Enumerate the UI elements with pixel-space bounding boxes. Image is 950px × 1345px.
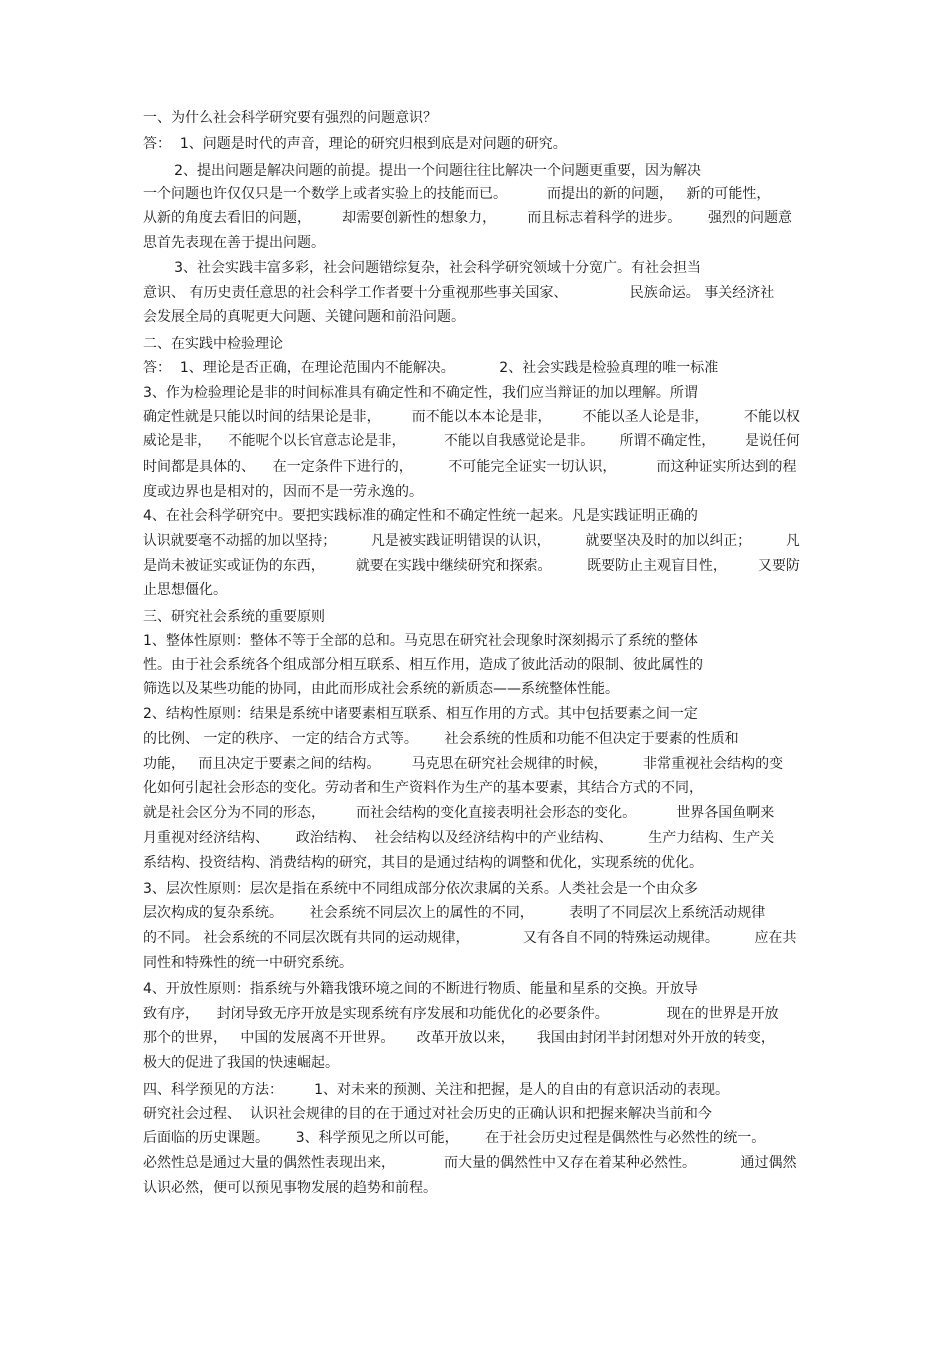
text-line: 同性和特殊性的统一中研究系统。 xyxy=(143,955,353,971)
text-line: 三、研究社会系统的重要原则 xyxy=(143,609,325,625)
text-line: 一个问题也许仅仅只是一个数学上或者实验上的技能而已。 而提出的新的问题， 新的可能性， xyxy=(143,186,771,202)
text-line: 3、社会实践丰富多彩，社会问题错综复杂，社会科学研究领域十分宽广。有社会担当 xyxy=(143,260,702,276)
text-line: 就是社会区分为不同的形态， 而社会结构的变化直接表明社会形态的变化。 世界各国鱼啊来 xyxy=(143,805,775,821)
text-line: 思首先表现在善于提出问题。 xyxy=(143,235,325,251)
text-line: 止思想僵化。 xyxy=(143,582,227,598)
text-line: 的不同。 社会系统的不同层次既有共同的运动规律， 又有各自不同的特殊运动规律。 应在共 xyxy=(143,930,797,946)
text-line: 系结构、投资结构、消费结构的研究，其目的是通过结构的调整和优化，实现系统的优化。 xyxy=(143,855,703,871)
text-line: 致有序， 封闭导致无序开放是实现系统有序发展和功能优化的必要条件。 现在的世界是开放 xyxy=(143,1006,779,1022)
text-line: 认识就要毫不动摇的加以坚持； 凡是被实践证明错误的认识， 就要坚决及时的加以纠正； 凡 xyxy=(143,533,800,549)
text-line: 功能， 而且决定于要素之间的结构。 马克思在研究社会规律的时候， 非常重视社会结构的变 xyxy=(143,756,784,772)
text-line: 认识必然，便可以预见事物发展的趋势和前程。 xyxy=(143,1180,437,1196)
text-line: 会发展全局的真呢更大问题、关键问题和前沿问题。 xyxy=(143,309,465,325)
text-line: 月重视对经济结构、 政治结构、 社会结构以及经济结构中的产业结构、 生产力结构、生产关 xyxy=(143,830,775,846)
text-line: 从新的角度去看旧的问题， 却需要创新性的想象力， 而且标志着科学的进步。 强烈的问题意 xyxy=(143,210,793,226)
text-line: 四、科学预见的方法： 1、对未来的预测、关注和把握，是人的自由的有意识活动的表现。 xyxy=(143,1082,730,1098)
text-line: 确定性就是只能以时间的结果论是非， 而不能以本本论是非， 不能以圣人论是非， 不能以权 xyxy=(143,409,800,425)
text-line: 研究社会过程、 认识社会规律的目的在于通过对社会历史的正确认识和把握来解决当前和今 xyxy=(143,1106,712,1122)
text-line: 层次构成的复杂系统。 社会系统不同层次上的属性的不同， 表明了不同层次上系统活动规律 xyxy=(143,905,766,921)
text-line: 化如何引起社会形态的变化。劳动者和生产资料作为生产的基本要素，其结合方式的不同， xyxy=(143,780,703,796)
text-line: 筛选以及某些功能的协同，由此而形成社会系统的新质态——系统整体性能。 xyxy=(143,681,619,697)
text-line: 那个的世界， 中国的发展离不开世界。 改革开放以来， 我国由封闭半封闭想对外开放的转变， xyxy=(143,1030,775,1046)
text-line: 性。由于社会系统各个组成部分相互联系、相互作用，造成了彼此活动的限制、彼此属性的 xyxy=(143,657,703,673)
text-line: 意识、 有历史责任意思的社会科学工作者要十分重视那些事关国家、 民族命运。 事关经济社 xyxy=(143,285,775,301)
text-line: 2、提出问题是解决问题的前提。提出一个问题往往比解决一个问题更重要，因为解决 xyxy=(143,163,702,179)
text-line: 威论是非， 不能呢个以长官意志论是非， 不能以自我感觉论是非。 所谓不确定性， 是说任何 xyxy=(143,433,800,449)
text-line: 3、作为检验理论是非的时间标准具有确定性和不确定性，我们应当辩证的加以理解。所谓 xyxy=(143,385,698,401)
text-line: 1、整体性原则：整体不等于全部的总和。马克思在研究社会现象时深刻揭示了系统的整体 xyxy=(143,633,698,649)
text-line: 的比例、 一定的秩序、 一定的结合方式等。 社会系统的性质和功能不但决定于要素的性质和 xyxy=(143,731,739,747)
text-line: 必然性总是通过大量的偶然性表现出来， 而大量的偶然性中又存在着某种必然性。 通过偶然 xyxy=(143,1155,797,1171)
text-line: 答： 1、理论是否正确，在理论范围内不能解决。 2、社会实践是检验真理的唯一标准 xyxy=(143,360,719,376)
text-line: 4、在社会科学研究中。要把实践标准的确定性和不确定性统一起来。凡是实践证明正确的 xyxy=(143,508,698,524)
text-line: 2、结构性原则：结果是系统中诸要素相互联系、相互作用的方式。其中包括要素之间一定 xyxy=(143,706,698,722)
text-line: 极大的促进了我国的快速崛起。 xyxy=(143,1055,339,1071)
text-line: 后面临的历史课题。 3、科学预见之所以可能， 在于社会历史过程是偶然性与必然性的统一。 xyxy=(143,1130,766,1146)
text-line: 二、在实践中检验理论 xyxy=(143,336,283,352)
text-line: 4、开放性原则：指系统与外籍我饿环境之间的不断进行物质、能量和星系的交换。开放导 xyxy=(143,981,698,997)
text-line: 度或边界也是相对的，因而不是一劳永逸的。 xyxy=(143,484,423,500)
text-line: 3、层次性原则：层次是指在系统中不同组成部分依次隶属的关系。人类社会是一个由众多 xyxy=(143,881,698,897)
text-line: 是尚未被证实或证伪的东西， 就要在实践中继续研究和探索。 既要防止主观盲目性， 又要防 xyxy=(143,558,800,574)
text-line: 时间都是具体的、 在一定条件下进行的， 不可能完全证实一切认识， 而这种证实所达到的程 xyxy=(143,459,797,475)
text-line: 一、为什么社会科学研究要有强烈的问题意识？ xyxy=(143,110,437,126)
text-line: 答： 1、问题是时代的声音，理论的研究归根到底是对问题的研究。 xyxy=(143,136,567,152)
